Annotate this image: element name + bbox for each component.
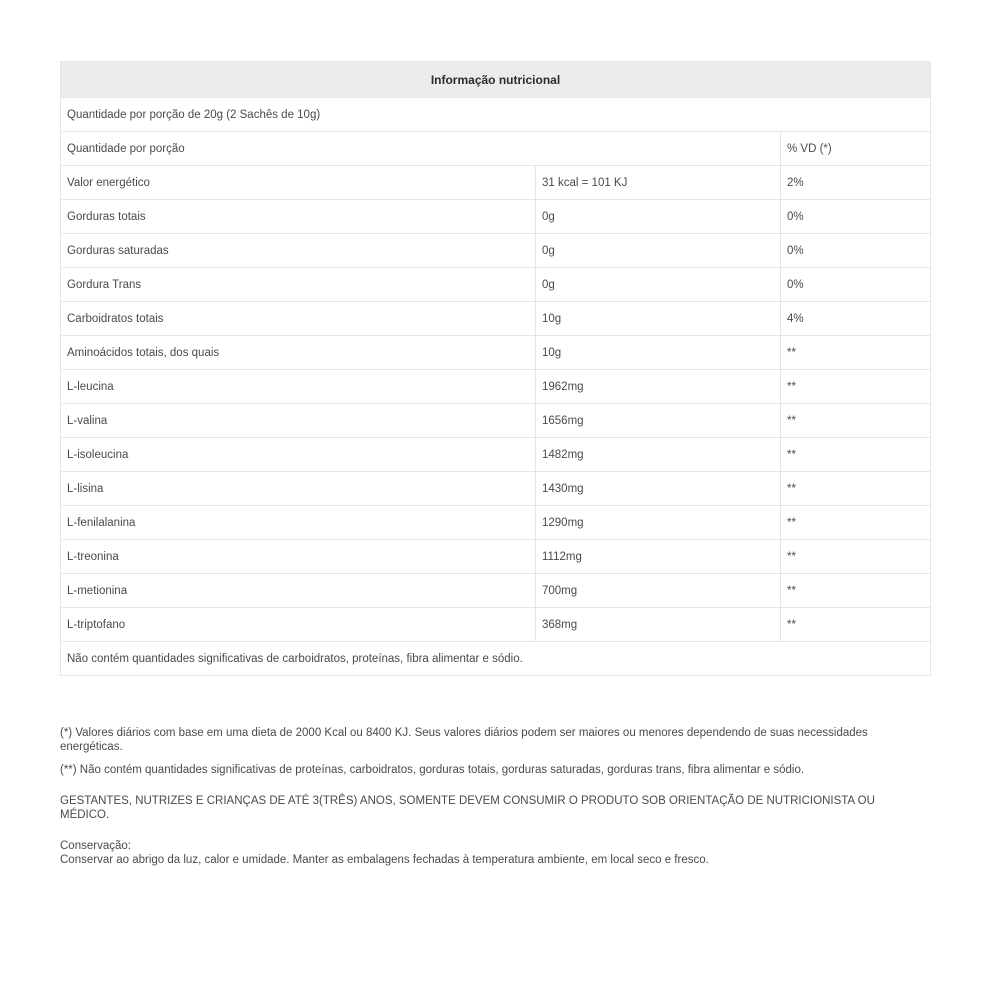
- nutrient-vd: **: [781, 370, 931, 404]
- nutrient-name: L-isoleucina: [61, 438, 536, 472]
- nutrient-vd: **: [781, 438, 931, 472]
- daily-value-note: (*) Valores diários com base em uma dieta de 2000 Kcal ou 8400 KJ. Seus valores diários podem ser maiores ou menores dependendo de suas necessidades energéticas.: [60, 727, 868, 753]
- nutrition-facts-table: [60, 61, 931, 676]
- nutrient-vd: **: [781, 472, 931, 506]
- nutrient-name: L-fenilalanina: [61, 506, 536, 540]
- nutrient-vd: 0%: [781, 234, 931, 268]
- nutrient-name: L-triptofano: [61, 608, 536, 642]
- table-row: [61, 234, 931, 268]
- header-row: [61, 132, 931, 166]
- nutrient-amount: 700mg: [536, 574, 781, 608]
- table-row: [61, 268, 931, 302]
- nutrient-vd: 4%: [781, 302, 931, 336]
- nutrient-vd: 2%: [781, 166, 931, 200]
- nutrient-amount: 0g: [536, 268, 781, 302]
- nutrient-name: L-treonina: [61, 540, 536, 574]
- nutrient-amount: 1430mg: [536, 472, 781, 506]
- nutrient-vd: 0%: [781, 268, 931, 302]
- table-title: Informação nutricional: [61, 62, 931, 98]
- nutrient-name: L-leucina: [61, 370, 536, 404]
- nutrient-name: Gorduras saturadas: [61, 234, 536, 268]
- nutrient-name: Valor energético: [61, 166, 536, 200]
- table-row: [61, 472, 931, 506]
- nutrient-amount: 368mg: [536, 608, 781, 642]
- nutrient-name: Gordura Trans: [61, 268, 536, 302]
- header-vd: % VD (*): [781, 132, 931, 166]
- nutrient-amount: 10g: [536, 302, 781, 336]
- nutrient-vd: **: [781, 404, 931, 438]
- table-row: [61, 302, 931, 336]
- nutrient-amount: 1656mg: [536, 404, 781, 438]
- nutrient-amount: 10g: [536, 336, 781, 370]
- nutrient-vd: **: [781, 608, 931, 642]
- table-row: [61, 540, 931, 574]
- not-significant-note: (**) Não contém quantidades significativas de proteínas, carboidratos, gorduras totais, gorduras saturadas, gorduras trans, fibra alimentar e sódio.: [60, 764, 805, 776]
- notes-section: [60, 726, 920, 867]
- table-row: [61, 370, 931, 404]
- table-row: [61, 506, 931, 540]
- table-row: [61, 574, 931, 608]
- nutrient-amount: 0g: [536, 200, 781, 234]
- nutrient-vd: **: [781, 574, 931, 608]
- nutrient-vd: **: [781, 540, 931, 574]
- table-row: [61, 166, 931, 200]
- table-row: [61, 200, 931, 234]
- nutrient-name: Carboidratos totais: [61, 302, 536, 336]
- nutrient-amount: 0g: [536, 234, 781, 268]
- table-row: [61, 404, 931, 438]
- table-row: [61, 608, 931, 642]
- warning-text: GESTANTES, NUTRIZES E CRIANÇAS DE ATÉ 3(TRÊS) ANOS, SOMENTE DEVEM CONSUMIR O PRODUTO SOB ORIENTAÇÃO DE NUTRICIONISTA OU MÉDICO.: [60, 795, 875, 821]
- nutrient-vd: **: [781, 506, 931, 540]
- header-label: Quantidade por porção: [61, 132, 781, 166]
- table-footer-row: [61, 642, 931, 676]
- table-footer-note: Não contém quantidades significativas de carboidratos, proteínas, fibra alimentar e sódio.: [61, 642, 931, 676]
- table-row: [61, 336, 931, 370]
- nutrient-vd: 0%: [781, 200, 931, 234]
- conservation-text: Conservar ao abrigo da luz, calor e umidade. Manter as embalagens fechadas à temperatura ambiente, em local seco e fresco.: [60, 854, 709, 866]
- nutrient-name: L-metionina: [61, 574, 536, 608]
- nutrient-amount: 1482mg: [536, 438, 781, 472]
- nutrient-vd: **: [781, 336, 931, 370]
- conservation-title: Conservação:: [60, 840, 131, 852]
- nutrient-amount: 1112mg: [536, 540, 781, 574]
- nutrient-name: L-valina: [61, 404, 536, 438]
- nutrient-amount: 1290mg: [536, 506, 781, 540]
- serving-row: [61, 98, 931, 132]
- nutrient-name: Aminoácidos totais, dos quais: [61, 336, 536, 370]
- table-title-row: [61, 62, 931, 98]
- nutrient-name: Gorduras totais: [61, 200, 536, 234]
- serving-size-text: Quantidade por porção de 20g (2 Sachês de 10g): [61, 98, 931, 132]
- nutrient-name: L-lisina: [61, 472, 536, 506]
- nutrient-amount: 31 kcal = 101 KJ: [536, 166, 781, 200]
- table-row: [61, 438, 931, 472]
- nutrient-amount: 1962mg: [536, 370, 781, 404]
